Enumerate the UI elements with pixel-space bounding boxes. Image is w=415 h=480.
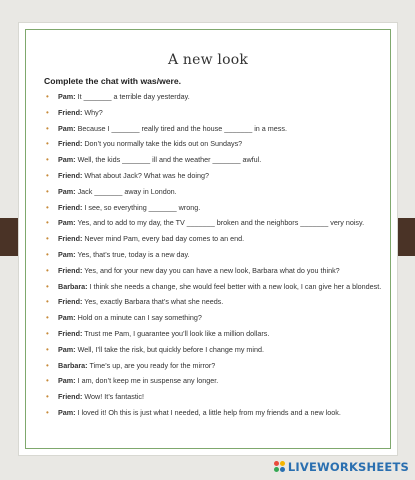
chat-text: Yes, and to add to my day, the TV _______ broken and the neighbors _______ very noisy. [77, 218, 365, 228]
chat-speaker: Barbara: [58, 281, 88, 291]
chat-speaker: Pam: [58, 313, 76, 323]
chat-line [44, 361, 388, 371]
chat-line [44, 345, 388, 355]
chat-speaker: Friend: [58, 139, 83, 149]
chat-speaker: Pam: [58, 249, 76, 259]
chat-speaker: Friend: [58, 328, 83, 338]
chat-list [44, 92, 388, 424]
chat-text: Wow! It’s fantastic! [84, 392, 145, 402]
chat-line [44, 92, 388, 102]
chat-text: It _______ a terrible day yesterday. [77, 92, 190, 101]
chat-line [44, 171, 388, 181]
chat-speaker: Pam: [58, 155, 76, 165]
chat-speaker: Friend: [58, 297, 83, 307]
chat-text: Well, the kids _______ ill and the weather _______ awful. [77, 155, 262, 165]
chat-line [44, 203, 388, 213]
chat-line [44, 408, 388, 418]
chat-speaker: Friend: [58, 107, 83, 117]
chat-text: Yes, and for your new day you can have a new look, Barbara what do you think? [84, 265, 340, 275]
chat-speaker: Pam: [58, 376, 76, 386]
chat-speaker: Pam: [58, 92, 76, 101]
chat-line [44, 218, 388, 228]
chat-speaker: Friend: [58, 170, 83, 180]
chat-line [44, 376, 388, 386]
chat-line [44, 187, 388, 197]
chat-speaker: Friend: [58, 392, 83, 402]
chat-text: I am, don’t keep me in suspense any longer. [77, 376, 219, 386]
chat-text: Because I _______ really tired and the house _______ in a mess. [77, 123, 287, 133]
liveworksheets-logo-text: LIVEWORKSHEETS [287, 460, 409, 474]
chat-text: Never mind Pam, every bad day comes to an end. [84, 234, 245, 244]
chat-speaker: Friend: [58, 202, 83, 212]
chat-text: Well, I’ll take the risk, but quickly before I change my mind. [77, 344, 265, 354]
chat-line [44, 329, 388, 339]
chat-speaker: Pam: [58, 186, 76, 196]
worksheet-frame [25, 29, 391, 449]
chat-text: I loved it! Oh this is just what I needed, a little help from my friends and a new look. [77, 407, 341, 417]
chat-text: Yes, exactly Barbara that’s what she needs. [84, 297, 224, 307]
chat-speaker: Barbara: [58, 360, 88, 370]
chat-text: I see, so everything _______ wrong. [84, 202, 201, 212]
chat-speaker: Pam: [58, 218, 76, 228]
chat-line [44, 282, 388, 292]
chat-speaker: Friend: [58, 265, 83, 275]
liveworksheets-logo-icon [274, 461, 286, 473]
chat-text: Yes, that’s true, today is a new day. [77, 249, 190, 259]
chat-text: Trust me Pam, I guarantee you’ll look like a million dollars. [84, 328, 270, 338]
chat-text: Jack _______ away in London. [77, 186, 177, 196]
worksheet-instructions: Complete the chat with was/were. [44, 76, 182, 86]
chat-speaker: Pam: [58, 344, 76, 354]
chat-line [44, 250, 388, 260]
chat-line [44, 297, 388, 307]
chat-speaker: Pam: [58, 407, 76, 417]
chat-text: Hold on a minute can I say something? [77, 313, 202, 323]
chat-text: What about Jack? What was he doing? [84, 170, 210, 180]
chat-line [44, 392, 388, 402]
chat-line [44, 108, 388, 118]
chat-text: Time’s up, are you ready for the mirror? [89, 360, 216, 370]
chat-speaker: Friend: [58, 234, 83, 244]
liveworksheets-logo [274, 460, 409, 474]
worksheet-page [18, 22, 398, 456]
chat-line [44, 266, 388, 276]
chat-text: Don’t you normally take the kids out on Sundays? [84, 139, 243, 149]
worksheet-title: A new look [167, 52, 249, 68]
chat-line [44, 139, 388, 149]
chat-line [44, 313, 388, 323]
chat-text: I think she needs a change, she would feel better with a new look, I can give her a blondest. [89, 281, 382, 291]
chat-line [44, 124, 388, 134]
chat-line [44, 155, 388, 165]
chat-line [44, 234, 388, 244]
chat-speaker: Pam: [58, 123, 76, 133]
chat-text: Why? [84, 107, 103, 117]
